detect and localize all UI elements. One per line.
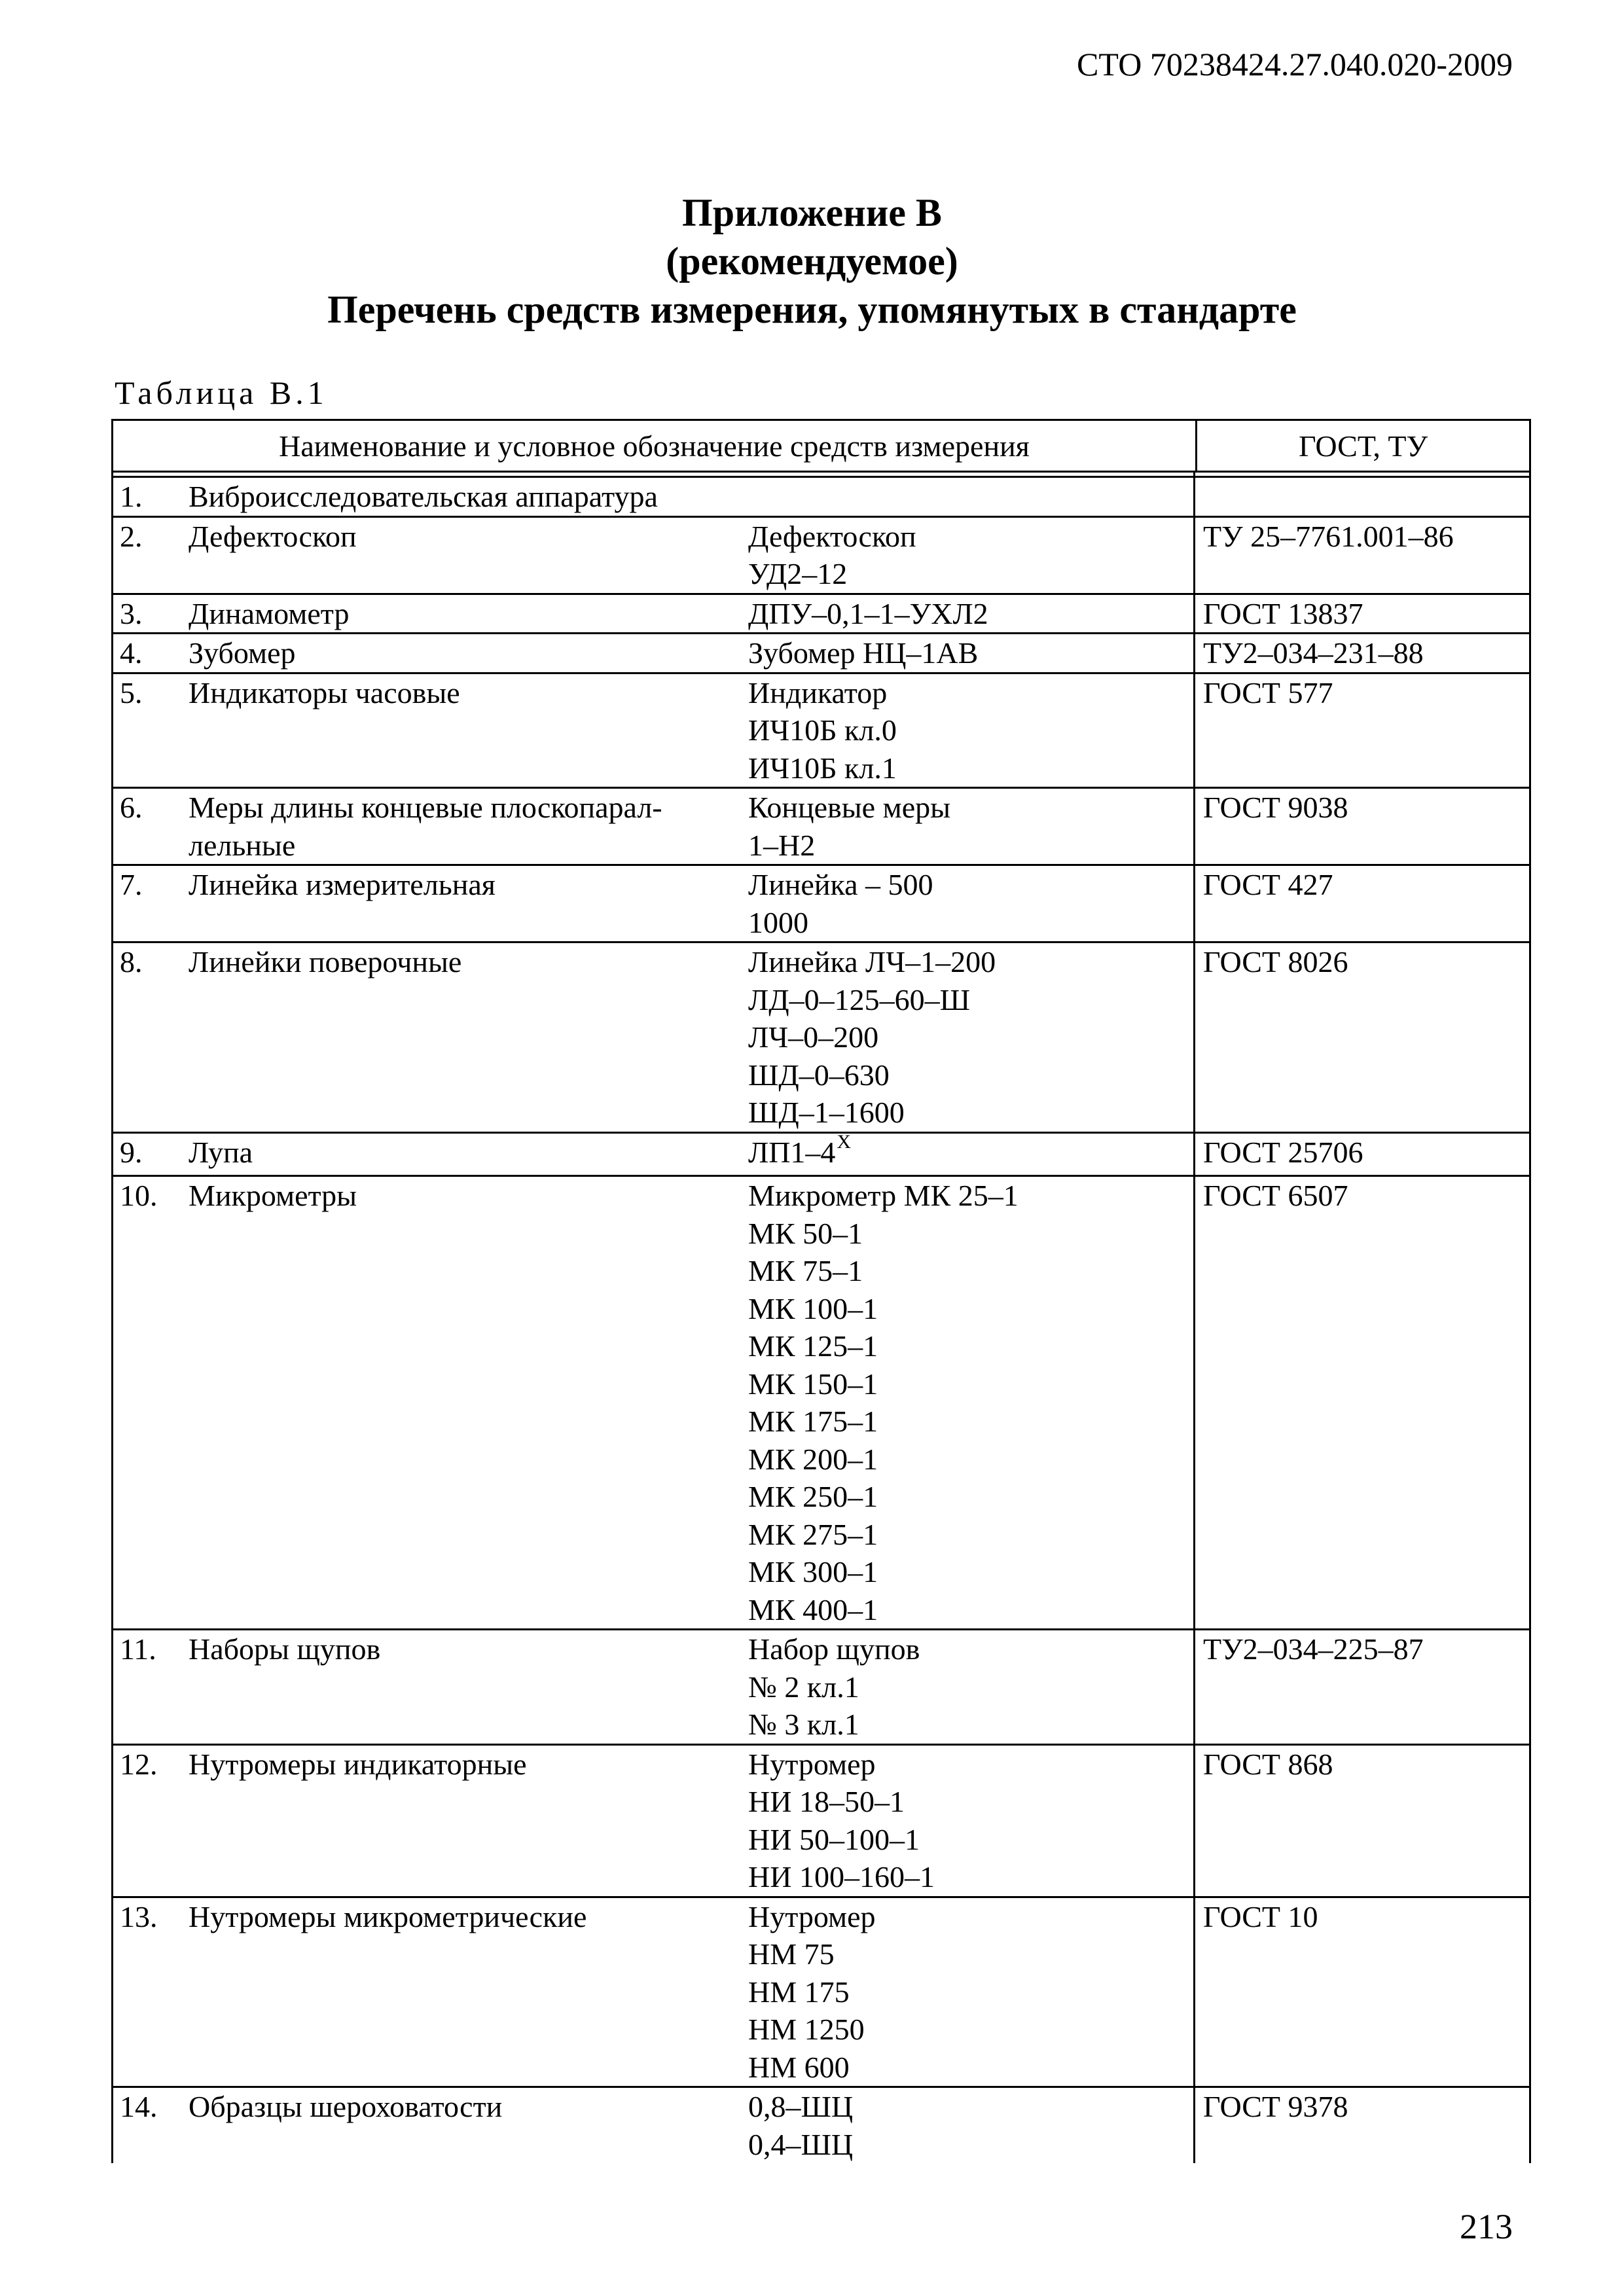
appendix-title-line-1: Приложение В bbox=[682, 191, 942, 234]
instrument-model-text: МК 300–1 bbox=[748, 1555, 878, 1588]
instrument-model-text: МК 200–1 bbox=[748, 1442, 878, 1476]
instrument-model bbox=[748, 2088, 1195, 2163]
instrument-model-line bbox=[748, 1290, 1193, 1328]
standard-reference: ГОСТ 577 bbox=[1203, 675, 1333, 709]
instrument-model-text: Линейка ЛЧ–1–200 bbox=[748, 945, 996, 978]
page-number: 213 bbox=[1460, 2207, 1513, 2246]
instrument-name-line: Образцы шероховатости bbox=[189, 2090, 503, 2123]
instrument-model-text: НМ 75 bbox=[748, 1937, 835, 1971]
instrument-model bbox=[748, 1177, 1195, 1628]
instrument-name bbox=[189, 789, 748, 864]
instrument-model-text: ШД–1–1600 bbox=[748, 1096, 905, 1129]
instrument-model-text: Микрометр МК 25–1 bbox=[748, 1179, 1019, 1212]
instrument-model-line bbox=[748, 2049, 1193, 2087]
instrument-model bbox=[748, 478, 1195, 516]
instrument-model-text: 0,8–ШЦ bbox=[748, 2090, 854, 2123]
table-row bbox=[113, 864, 1529, 941]
instrument-name bbox=[189, 866, 748, 941]
instrument-name-line: Лупа bbox=[189, 1135, 253, 1169]
instrument-model-text: Нутромер bbox=[748, 1899, 876, 1933]
instrument-model bbox=[748, 866, 1195, 941]
table-row bbox=[113, 476, 1529, 516]
column-header-gost: ГОСТ, ТУ bbox=[1298, 429, 1428, 463]
instrument-name bbox=[189, 518, 748, 593]
table-row bbox=[113, 1175, 1529, 1628]
instrument-model-line bbox=[748, 1327, 1193, 1365]
instrument-name bbox=[189, 1134, 748, 1175]
instrument-model bbox=[748, 943, 1195, 1132]
instrument-model bbox=[748, 1898, 1195, 2087]
appendix-title-line-2: (рекомендуемое) bbox=[666, 240, 958, 283]
row-number: 7. bbox=[120, 868, 143, 901]
instrument-model-text: МК 175–1 bbox=[748, 1405, 878, 1438]
instrument-model-text: Дефектоскоп bbox=[748, 519, 916, 553]
instrument-model-text: НИ 100–160–1 bbox=[748, 1860, 935, 1893]
standard-reference: ТУ2–034–225–87 bbox=[1203, 1632, 1424, 1666]
instrument-model-text: Линейка – 500 bbox=[748, 868, 933, 901]
instrument-model-line bbox=[748, 1746, 1193, 1784]
instrument-model-text: ЛЧ–0–200 bbox=[748, 1020, 879, 1054]
table-row bbox=[113, 1628, 1529, 1744]
instrument-model-text: Индикатор bbox=[748, 675, 888, 709]
row-number: 5. bbox=[120, 675, 143, 709]
instrument-name-line: лельные bbox=[189, 828, 296, 862]
instrument-model-line bbox=[748, 1668, 1193, 1706]
instrument-name bbox=[189, 2088, 748, 2163]
instrument-model-text: Концевые меры bbox=[748, 791, 951, 824]
instrument-model-line bbox=[748, 1018, 1193, 1056]
instrument-name bbox=[189, 595, 748, 633]
instrument-name bbox=[189, 1630, 748, 1744]
instrument-model-text: ЛД–0–125–60–Ш bbox=[748, 982, 970, 1016]
instrument-model-text: Зубомер НЦ–1АВ bbox=[748, 636, 979, 670]
table-row bbox=[113, 593, 1529, 633]
row-number: 6. bbox=[120, 791, 143, 824]
instrument-model-line bbox=[748, 1365, 1193, 1403]
instrument-model-text: МК 75–1 bbox=[748, 1254, 863, 1287]
instrument-model bbox=[748, 789, 1195, 864]
instrument-model-line bbox=[748, 1441, 1193, 1479]
row-number: 1. bbox=[120, 480, 143, 513]
instrument-model-line bbox=[748, 981, 1193, 1019]
instrument-name-line: Наборы щупов bbox=[189, 1632, 381, 1666]
instrument-model-line bbox=[748, 1403, 1193, 1441]
row-number: 11. bbox=[120, 1632, 156, 1666]
instrument-model-text: ДПУ–0,1–1–УХЛ2 bbox=[748, 596, 988, 630]
instrument-model-text: Нутромер bbox=[748, 1747, 876, 1781]
row-number: 3. bbox=[120, 596, 143, 630]
instrument-model-line bbox=[748, 1821, 1193, 1859]
instrument-model-text: УД2–12 bbox=[748, 557, 848, 590]
instrument-name-line: Динамометр bbox=[189, 596, 350, 630]
instrument-model-text: НМ 1250 bbox=[748, 2013, 865, 2046]
table-row bbox=[113, 1132, 1529, 1175]
instrument-model-text: НМ 600 bbox=[748, 2050, 850, 2084]
instrument-name-line: Виброисследовательская аппаратура bbox=[189, 480, 658, 513]
instrument-model-line bbox=[748, 1177, 1193, 1215]
instrument-model-line bbox=[748, 1252, 1193, 1290]
instrument-name-line: Индикаторы часовые bbox=[189, 675, 460, 709]
column-header-name: Наименование и условное обозначение средств измерения bbox=[113, 421, 1197, 471]
standard-reference: ГОСТ 25706 bbox=[1203, 1135, 1363, 1169]
instrument-model-text: 0,4–ШЦ bbox=[748, 2127, 854, 2161]
row-number: 12. bbox=[120, 1747, 158, 1781]
standard-reference: ТУ2–034–231–88 bbox=[1203, 636, 1424, 670]
table-row bbox=[113, 2086, 1529, 2163]
standard-reference: ГОСТ 8026 bbox=[1203, 945, 1348, 978]
instrument-model-text: МК 125–1 bbox=[748, 1329, 878, 1363]
instrument-name-line: Нутромеры микрометрические bbox=[189, 1899, 587, 1933]
instrument-model-line bbox=[748, 1094, 1193, 1132]
instrument-model-line bbox=[748, 789, 1193, 827]
instrument-name bbox=[189, 634, 748, 672]
appendix-title bbox=[0, 188, 1624, 334]
instrument-model-line bbox=[748, 1898, 1193, 1936]
instrument-model-line bbox=[748, 2126, 1193, 2164]
standard-reference: ГОСТ 9038 bbox=[1203, 791, 1348, 824]
instruments-table bbox=[111, 419, 1531, 2163]
header-divider bbox=[111, 473, 1531, 476]
row-number: 4. bbox=[120, 636, 143, 670]
table-row bbox=[113, 632, 1529, 672]
row-number: 14. bbox=[120, 2090, 158, 2123]
instrument-model-text: НИ 50–100–1 bbox=[748, 1822, 920, 1856]
instrument-name-line: Линейки поверочные bbox=[189, 945, 462, 978]
instrument-model-line bbox=[748, 711, 1193, 749]
instrument-model-line bbox=[748, 1056, 1193, 1094]
instrument-name bbox=[189, 1177, 748, 1628]
row-number: 9. bbox=[120, 1135, 143, 1169]
instrument-model-text: МК 50–1 bbox=[748, 1216, 863, 1250]
model-superscript: X bbox=[837, 1130, 852, 1153]
instrument-name bbox=[189, 1898, 748, 2087]
instrument-model bbox=[748, 674, 1195, 787]
instrument-model-text: МК 100–1 bbox=[748, 1291, 878, 1325]
instrument-model-line bbox=[748, 1858, 1193, 1896]
instrument-model-line bbox=[748, 749, 1193, 787]
row-number: 2. bbox=[120, 519, 143, 553]
instrument-model-text: ИЧ10Б кл.0 bbox=[748, 713, 897, 747]
instrument-name-line: Дефектоскоп bbox=[189, 519, 357, 553]
instrument-model-line bbox=[748, 827, 1193, 865]
instrument-model-text: ИЧ10Б кл.1 bbox=[748, 751, 897, 785]
instrument-name-line: Меры длины концевые плоскопарал- bbox=[189, 791, 662, 824]
instrument-model-line bbox=[748, 1630, 1193, 1668]
instrument-model-text: № 2 кл.1 bbox=[748, 1670, 859, 1704]
instrument-model-line bbox=[748, 634, 1193, 672]
instrument-model bbox=[748, 1630, 1195, 1744]
table-row bbox=[113, 941, 1529, 1132]
standard-reference: ГОСТ 10 bbox=[1203, 1899, 1318, 1933]
standard-reference: ГОСТ 868 bbox=[1203, 1747, 1333, 1781]
instrument-model-line bbox=[748, 1935, 1193, 1973]
instrument-model-line bbox=[748, 904, 1193, 942]
instrument-model-line bbox=[748, 1130, 1193, 1175]
standard-reference: ГОСТ 13837 bbox=[1203, 596, 1363, 630]
instrument-model bbox=[748, 1746, 1195, 1896]
instrument-model-line bbox=[748, 943, 1193, 981]
instrument-name bbox=[189, 1746, 748, 1896]
instrument-model-text: ЛП1–4 bbox=[748, 1135, 836, 1169]
row-number: 13. bbox=[120, 1899, 158, 1933]
table-row bbox=[113, 516, 1529, 593]
instrument-model-line bbox=[748, 1973, 1193, 2011]
instrument-model-line bbox=[748, 1478, 1193, 1516]
standard-reference: ТУ 25–7761.001–86 bbox=[1203, 519, 1454, 553]
instrument-model-line bbox=[748, 1783, 1193, 1821]
instrument-model-line bbox=[748, 595, 1193, 633]
standard-reference: ГОСТ 427 bbox=[1203, 868, 1333, 901]
standard-reference: ГОСТ 9378 bbox=[1203, 2090, 1348, 2123]
instrument-model bbox=[748, 634, 1195, 672]
appendix-title-line-3: Перечень средств измерения, упомянутых в стандарте bbox=[327, 288, 1297, 331]
table-row bbox=[113, 1896, 1529, 2087]
instrument-model-line bbox=[748, 1553, 1193, 1591]
table-caption: Таблица В.1 bbox=[115, 374, 328, 411]
row-number: 10. bbox=[120, 1179, 158, 1212]
instrument-model-line bbox=[748, 1591, 1193, 1629]
table-row bbox=[113, 1744, 1529, 1896]
instrument-model-line bbox=[748, 1516, 1193, 1554]
table-row bbox=[113, 787, 1529, 864]
instrument-model-text: 1–Н2 bbox=[748, 828, 816, 862]
instrument-model-text: НИ 18–50–1 bbox=[748, 1785, 905, 1818]
instrument-name bbox=[189, 943, 748, 1132]
instrument-model-text: НМ 175 bbox=[748, 1975, 850, 2009]
instrument-model-line bbox=[748, 1215, 1193, 1253]
row-number: 8. bbox=[120, 945, 143, 978]
instrument-model-line bbox=[748, 1706, 1193, 1744]
standard-reference bbox=[1195, 478, 1529, 516]
instrument-model bbox=[748, 518, 1195, 593]
instrument-name-line: Микрометры bbox=[189, 1179, 357, 1212]
standard-reference: ГОСТ 6507 bbox=[1203, 1179, 1348, 1212]
instrument-model-text: МК 250–1 bbox=[748, 1480, 878, 1513]
instrument-model-line bbox=[748, 518, 1193, 556]
instrument-model-text: № 3 кл.1 bbox=[748, 1708, 859, 1741]
instrument-model bbox=[748, 595, 1195, 633]
instrument-model-line bbox=[748, 2011, 1193, 2049]
instrument-model-text: МК 150–1 bbox=[748, 1367, 878, 1401]
instrument-model bbox=[748, 1130, 1195, 1175]
instrument-model-text: МК 400–1 bbox=[748, 1592, 878, 1626]
instrument-name bbox=[189, 478, 748, 516]
instrument-name bbox=[189, 674, 748, 787]
instrument-name-line: Зубомер bbox=[189, 636, 296, 670]
instrument-model-line bbox=[748, 674, 1193, 712]
instrument-model-text: Набор щупов bbox=[748, 1632, 920, 1666]
table-row bbox=[113, 672, 1529, 787]
instrument-model-text: ШД–0–630 bbox=[748, 1058, 890, 1092]
table-header bbox=[111, 419, 1531, 473]
instrument-model-line bbox=[748, 866, 1193, 904]
instrument-model-line bbox=[748, 555, 1193, 593]
instrument-name-line: Линейка измерительная bbox=[189, 868, 496, 901]
instrument-model-line bbox=[748, 2088, 1193, 2126]
instrument-model-text: МК 275–1 bbox=[748, 1517, 878, 1551]
document-code: СТО 70238424.27.040.020-2009 bbox=[1077, 46, 1513, 82]
instrument-model-text: 1000 bbox=[748, 905, 808, 939]
table-body bbox=[111, 476, 1531, 2163]
instrument-name-line: Нутромеры индикаторные bbox=[189, 1747, 527, 1781]
